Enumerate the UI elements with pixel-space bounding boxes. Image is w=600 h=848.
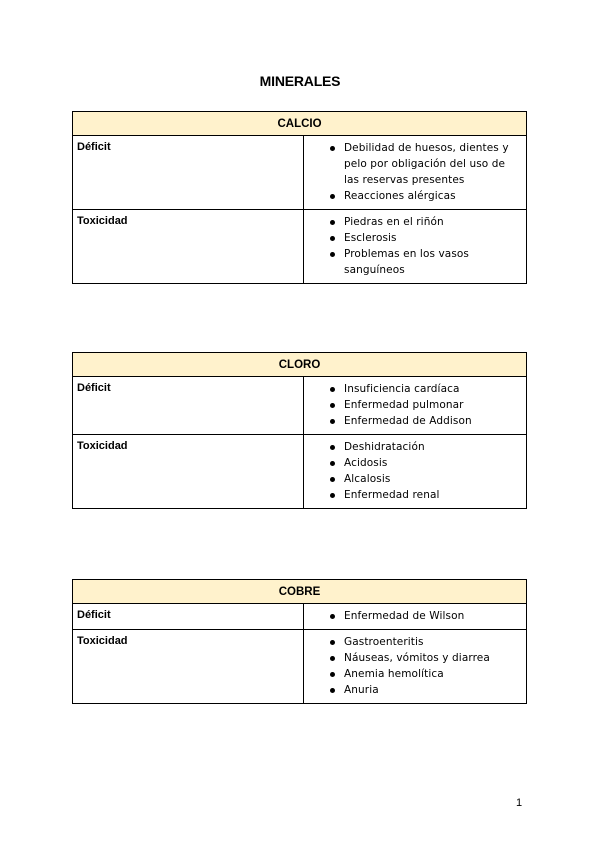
row-label-deficit: Déficit — [73, 604, 304, 630]
table-row-toxicidad — [73, 435, 527, 509]
table-row-deficit — [73, 136, 527, 210]
deficit-list — [304, 140, 510, 204]
list-item: Anemia hemolítica — [344, 666, 510, 682]
deficit-list-cell — [304, 604, 527, 630]
table-header-calcio: CALCIO — [73, 112, 527, 136]
row-label-toxicidad: Toxicidad — [73, 435, 304, 509]
list-item: Alcalosis — [344, 471, 510, 487]
deficit-list — [304, 381, 510, 429]
list-item: Acidosis — [344, 455, 510, 471]
toxicidad-list-cell — [304, 435, 527, 509]
row-label-toxicidad: Toxicidad — [73, 630, 304, 704]
toxicidad-list — [304, 214, 510, 278]
list-item: Anuria — [344, 682, 510, 698]
row-label-deficit: Déficit — [73, 377, 304, 435]
list-item: Piedras en el riñón — [344, 214, 510, 230]
list-item: Enfermedad pulmonar — [344, 397, 510, 413]
document-title: MINERALES — [259, 73, 341, 89]
page-number: 1 — [516, 797, 523, 809]
list-item: Enfermedad renal — [344, 487, 510, 503]
table-row-toxicidad — [73, 210, 527, 284]
toxicidad-list — [304, 634, 510, 698]
table-header-cloro: CLORO — [73, 353, 527, 377]
list-item: Problemas en los vasos sanguíneos — [344, 246, 510, 278]
deficit-list-cell — [304, 377, 527, 435]
toxicidad-list-cell — [304, 210, 527, 284]
list-item: Enfermedad de Wilson — [344, 608, 510, 624]
list-item: Reacciones alérgicas — [344, 188, 510, 204]
deficit-list-cell — [304, 136, 527, 210]
list-item: Esclerosis — [344, 230, 510, 246]
table-row-toxicidad — [73, 630, 527, 704]
list-item: Náuseas, vómitos y diarrea — [344, 650, 510, 666]
deficit-list — [304, 608, 510, 624]
list-item: Insuficiencia cardíaca — [344, 381, 510, 397]
list-item: Enfermedad de Addison — [344, 413, 510, 429]
list-item: Deshidratación — [344, 439, 510, 455]
cloro-table — [72, 352, 527, 509]
calcio-table — [72, 111, 527, 284]
table-row-deficit — [73, 377, 527, 435]
cobre-table — [72, 579, 527, 704]
list-item: Debilidad de huesos, dientes y pelo por obligación del uso de las reservas presentes — [344, 142, 509, 186]
toxicidad-list — [304, 439, 510, 503]
list-item: Gastroenteritis — [344, 634, 510, 650]
table-row-deficit — [73, 604, 527, 630]
toxicidad-list-cell — [304, 630, 527, 704]
row-label-deficit: Déficit — [73, 136, 304, 210]
table-header-cobre: COBRE — [73, 580, 527, 604]
row-label-toxicidad: Toxicidad — [73, 210, 304, 284]
